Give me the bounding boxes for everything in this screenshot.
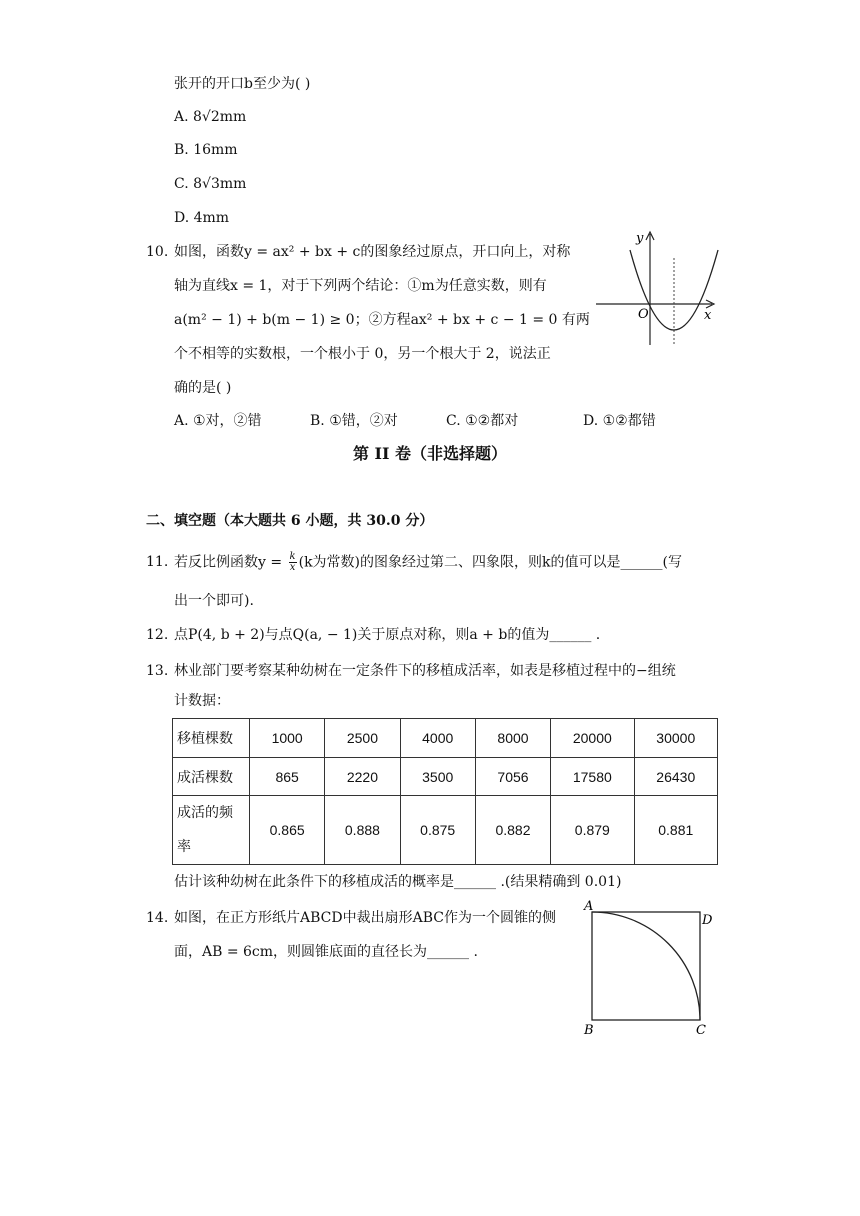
table-cell: 成活棵数 — [173, 758, 250, 796]
q10-line-4: 个不相等的实数根，一个根小于 0，另一个根大于 2，说法正 — [174, 346, 551, 362]
q13-line-1: 林业部门要考察某种幼树在一定条件下的移植成活率，如表是移植过程中的−组统 — [174, 663, 676, 679]
row3-head-a: 成活的频 — [177, 805, 233, 821]
table-cell — [173, 796, 250, 865]
table-cell: 0.882 — [475, 796, 550, 865]
table-cell: 17580 — [551, 758, 634, 796]
q9-option-b: B. 16mm — [174, 142, 238, 158]
q13-after-text: 估计该种幼树在此条件下的移植成活的概率是______ .(结果精确到 0.01) — [174, 874, 622, 890]
table-row — [173, 719, 718, 758]
table-cell: 4000 — [400, 719, 475, 758]
q10-option-a: A. ①对，②错 — [174, 413, 262, 429]
table-cell: 0.865 — [250, 796, 325, 865]
table-cell: 26430 — [634, 758, 717, 796]
table-cell: 1000 — [250, 719, 325, 758]
q9-stem-tail: 张开的开口b至少为( ) — [174, 76, 311, 92]
table-cell: 20000 — [551, 719, 634, 758]
q11-fraction — [289, 552, 297, 573]
q10-option-c: C. ①②都对 — [446, 413, 519, 429]
table-cell: 30000 — [634, 719, 717, 758]
x-axis-label: x — [704, 308, 712, 323]
q10-line-3: a(m² − 1) + b(m − 1) ≥ 0；②方程ax² + bx + c − 1 = 0 有两 — [174, 312, 590, 328]
table-cell: 移植棵数 — [173, 719, 250, 758]
q10-line-1: 如图，函数y = ax² + bx + c的图象经过原点，开口向上，对称 — [174, 244, 571, 260]
sector-arc — [592, 912, 700, 1020]
q10-line-2: 轴为直线x = 1，对于下列两个结论：①m为任意实数，则有 — [174, 278, 547, 294]
q13-data-table — [172, 718, 718, 865]
q11-text-a: 若反比例函数y = — [174, 554, 287, 571]
q14-line-1: 如图，在正方形纸片ABCD中裁出扇形ABC作为一个圆锥的侧 — [174, 910, 556, 926]
q14-square-figure — [580, 896, 720, 1038]
q11-number: 11. — [146, 554, 169, 570]
q14-line-2: 面，AB = 6cm，则圆锥底面的直径长为______ . — [174, 944, 478, 960]
q10-option-d: D. ①②都错 — [583, 413, 656, 429]
q11-text-b: (k为常数)的图象经过第二、四象限，则k的值可以是______(写 — [298, 554, 682, 571]
q10-option-b: B. ①错，②对 — [310, 413, 398, 429]
table-cell: 0.888 — [325, 796, 400, 865]
table-row — [173, 796, 718, 865]
q13-number: 13. — [146, 663, 169, 679]
q10-number: 10. — [146, 244, 169, 260]
q13-line-2: 计数据： — [174, 693, 230, 709]
q9-option-c: C. 8√3mm — [174, 176, 247, 192]
q11-line-1 — [174, 552, 682, 573]
q11-frac-denominator: x — [289, 562, 296, 573]
section-title: 第 II 卷（非选择题） — [352, 444, 508, 463]
q10-line-5: 确的是( ) — [174, 380, 232, 396]
row3-head-b: 率 — [177, 839, 191, 855]
table-cell: 3500 — [400, 758, 475, 796]
q10-parabola-figure — [590, 228, 720, 350]
q14-number: 14. — [146, 910, 169, 926]
table-cell: 7056 — [475, 758, 550, 796]
label-a: A — [584, 899, 594, 914]
table-cell: 8000 — [475, 719, 550, 758]
origin-label: O — [638, 307, 649, 322]
q9-option-d: D. 4mm — [174, 210, 230, 226]
square-abcd — [592, 912, 700, 1020]
q12-text: 点P(4, b + 2)与点Q(a, − 1)关于原点对称，则a + b的值为______ . — [174, 627, 601, 643]
y-axis-label: y — [636, 231, 644, 246]
label-d: D — [702, 913, 713, 928]
table-cell: 2500 — [325, 719, 400, 758]
q12-number: 12. — [146, 627, 169, 643]
table-cell: 0.879 — [551, 796, 634, 865]
q9-option-a: A. 8√2mm — [174, 109, 247, 125]
table-cell: 2220 — [325, 758, 400, 796]
table-cell: 0.881 — [634, 796, 717, 865]
table-row — [173, 758, 718, 796]
label-c: C — [696, 1023, 706, 1038]
q11-frac-numerator: k — [289, 551, 296, 562]
table-cell: 865 — [250, 758, 325, 796]
table-cell: 0.875 — [400, 796, 475, 865]
q11-line-2: 出一个即可). — [174, 593, 254, 609]
part2-heading: 二、填空题（本大题共 6 小题，共 30.0 分） — [146, 513, 434, 529]
label-b: B — [584, 1023, 594, 1038]
